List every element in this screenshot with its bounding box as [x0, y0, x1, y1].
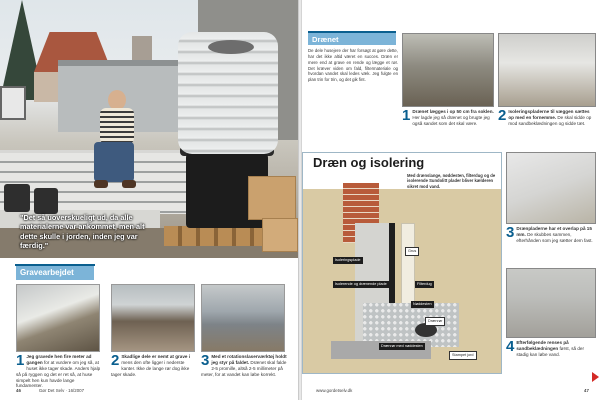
label-draenror-noddesten: Drænrør med nøddesten: [381, 344, 423, 348]
label-isolerende-plade: Isolerende og drænende plade: [335, 282, 387, 286]
caption-text: De skal sidde op mod sandbeklædningen og sidde tæt.: [508, 114, 592, 126]
section-heading: Gravearbejdet: [16, 266, 94, 280]
step-text: for at vurdere om jeg så, at huset ikke tager skade. Anders hjalp så på ryggen og det er ret så, at huse simpelt hen kun havde lange fundamenter.: [16, 359, 101, 389]
man-figure: [94, 90, 142, 190]
cardboard-box: [262, 218, 298, 252]
caption-bold: Isoleringspladerne til væggen sættes op med en fornemme.: [508, 109, 590, 120]
step-number: 1: [16, 352, 25, 369]
caption-bold: Drænet lægges i op 50 cm fra soklen.: [412, 109, 494, 114]
photo-caption-1: [402, 109, 494, 127]
page-number: 47: [584, 388, 589, 393]
step-caption-1: [16, 354, 102, 389]
man-shoe: [94, 180, 108, 188]
step-bold: Med et rotationslaserværktøj holdt jeg styr på faldet.: [211, 354, 287, 365]
step-photo-3: [201, 284, 285, 352]
right-footer: [316, 388, 589, 393]
chimney: [132, 36, 152, 60]
man-shoe: [122, 180, 136, 188]
gravearbejdet-section: [16, 266, 290, 389]
step-photo-2: [498, 33, 596, 107]
caption-text: De skubbes sammen, efterhånden som jeg sætter dem fast.: [516, 231, 593, 243]
pull-quote: "Det så uoverskueligt ud, da alle materialerne var ankommet, men alt dette skulle i jorden, inden jeg var færdig.": [20, 213, 145, 251]
step-caption-3: [201, 354, 287, 378]
label-stampet-jord: Stampet jord: [449, 351, 477, 360]
step-photo-1: [402, 33, 494, 107]
section-heading: Drænet: [308, 33, 396, 45]
man-jeans: [94, 142, 134, 182]
step-text: Drænet skal falde 2-5 promille, altså 2-5 millimeter på meter, for at vandet kan løbe korrekt.: [201, 359, 287, 377]
diagram-title: Dræn og isolering: [313, 155, 425, 170]
bucket: [34, 188, 58, 214]
footer-magazine: Gør Det Selv · 16/2007: [38, 388, 85, 393]
footer-url: www.gordetselv.dk: [316, 388, 353, 393]
step-photo-1: [16, 284, 100, 352]
label-noddesten: Nøddesten: [413, 302, 432, 306]
intro-text: De dele husejere der har forsøgt at gøre dette, har det ikke altid været en succes. Dræn er mere end at grave en rende og lægge et rør. Det kræver viden om fald, filtermateriale og hvordan vandet skal ledes væk. Jeg fulgte en plan trin for trin, og det gik fint.: [308, 48, 398, 83]
pipe-coil-center: [208, 40, 254, 54]
left-page: [0, 0, 298, 400]
step-photo-4: [506, 268, 596, 338]
bucket: [4, 184, 30, 212]
step-number: 3: [506, 224, 515, 241]
diagram-description: Med drænslange, nøddesten, filterdug og de isolerende Sundolitt plader bliver kælderen sikret mod vand.: [407, 173, 496, 189]
right-page: [302, 0, 600, 400]
label-grus: Grus: [405, 247, 419, 256]
label-isoleringsplade: Isoleringsplade: [335, 258, 361, 262]
step-photo-3: [506, 152, 596, 224]
man-head: [108, 90, 126, 110]
photo-caption-4: [506, 340, 596, 358]
step-number: 2: [111, 352, 120, 369]
caption-text: Her lagde jeg så drænet og brugte jeg også sandet som det skal være.: [412, 114, 490, 126]
step-bold: Jeg gravede hen fire meter ad gangen: [26, 354, 92, 365]
page-number: 46: [16, 388, 21, 393]
step-number: 4: [506, 338, 515, 355]
step-number: 1: [402, 107, 411, 124]
window: [0, 86, 26, 120]
step-bold: Skadlige dele er nemt at grave i: [121, 354, 191, 359]
step-number: 2: [498, 107, 507, 124]
drainage-diagram: [302, 152, 502, 374]
next-page-arrow-icon[interactable]: [592, 372, 599, 382]
step-caption-2: [111, 354, 197, 378]
caption-bold: Efterfølgende renses på sandbeklædningen: [516, 340, 569, 351]
caption-bold: Drænpladerne har et overlap på 15 mm.: [516, 226, 592, 237]
label-draenror: Drænrør: [425, 317, 445, 326]
photo-caption-3: [506, 226, 596, 244]
pallet: [164, 226, 272, 246]
step-number: 3: [201, 352, 210, 369]
photo-caption-2: [498, 109, 596, 127]
left-footer: [16, 388, 84, 393]
step-text: mens den ofte ligger i nederste kanter. Ikke de lange rør dog ikke tager skade.: [111, 359, 190, 377]
cardboard-box: [248, 176, 296, 220]
step-photo-2: [111, 284, 195, 352]
caption-text: først, så der stadig kan løbe vand.: [516, 345, 585, 357]
label-filterdug: Filterdug: [417, 282, 432, 286]
man-sweater: [100, 108, 134, 144]
